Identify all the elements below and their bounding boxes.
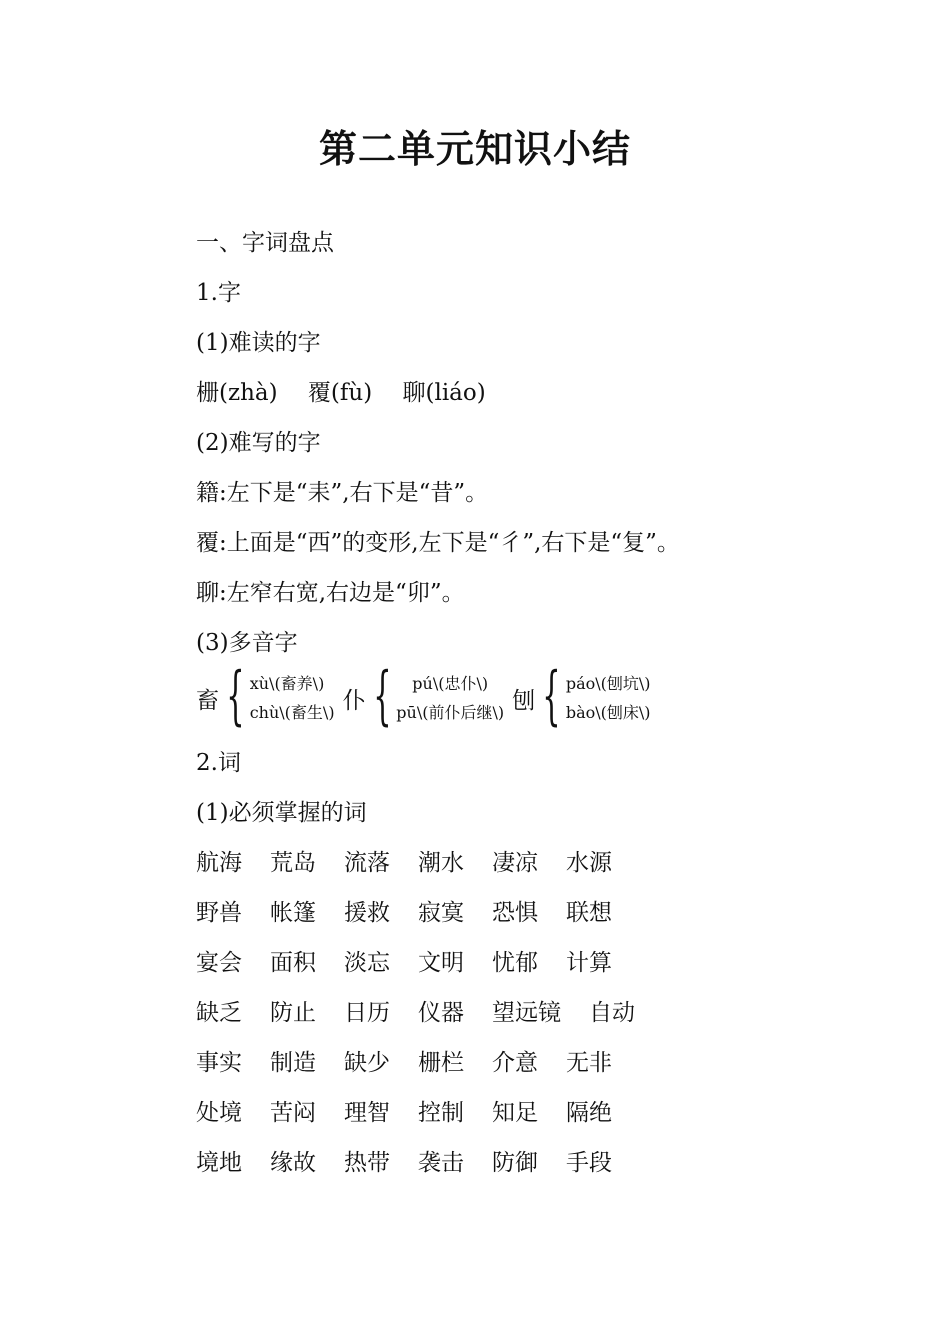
- word: 境地: [196, 1150, 242, 1176]
- word: 事实: [196, 1050, 242, 1076]
- word: 仪器: [418, 1000, 464, 1026]
- word: 无非: [566, 1050, 612, 1076]
- polyphone-group: [512, 659, 651, 733]
- brace-glyph: {: [542, 659, 561, 733]
- writing-note: 籍:左下是“耒”,右下是“昔”。: [196, 480, 489, 506]
- polyphone-group: [196, 659, 335, 733]
- word: 恐惧: [492, 900, 538, 926]
- sub-heading-must-master: (1)必须掌握的词: [196, 800, 367, 826]
- writing-note: 覆:上面是“西”的变形,左下是“彳”,右下是“复”。: [196, 530, 680, 556]
- word: 控制: [418, 1100, 464, 1126]
- word-row: [196, 1088, 916, 1138]
- sub-heading-characters: 1.字: [196, 280, 241, 306]
- sub-heading-hard-to-write: (2)难写的字: [196, 430, 321, 456]
- word: 潮水: [418, 850, 464, 876]
- word: 防御: [492, 1150, 538, 1176]
- writing-note: 聊:左窄右宽,右边是“卯”。: [196, 580, 465, 606]
- hard-to-read-list: 栅(zhà) 覆(fù) 聊(liáo): [196, 380, 486, 406]
- polyphone-readings: [396, 669, 504, 727]
- word: 理智: [344, 1100, 390, 1126]
- sub-heading-hard-to-read: (1)难读的字: [196, 330, 321, 356]
- word: 热带: [344, 1150, 390, 1176]
- reading: chù\(畜生\): [249, 703, 335, 722]
- word: 航海: [196, 850, 242, 876]
- word: 缺少: [344, 1050, 390, 1076]
- brace-glyph: {: [372, 659, 392, 733]
- word: 日历: [344, 1000, 390, 1026]
- reading: xù\(畜养\): [249, 674, 325, 693]
- page-title: 第二单元知识小结: [318, 126, 631, 171]
- word: 缘故: [270, 1150, 316, 1176]
- word: 袭击: [418, 1150, 464, 1176]
- polyphone-char: 仆: [342, 687, 366, 714]
- word: 水源: [566, 850, 612, 876]
- word: 处境: [196, 1100, 242, 1126]
- word: 联想: [566, 900, 612, 926]
- polyphone-group: [342, 659, 505, 733]
- word-row: [196, 838, 916, 888]
- word: 面积: [270, 950, 316, 976]
- word: 淡忘: [344, 950, 390, 976]
- word: 帐篷: [270, 900, 316, 926]
- reading: páo\(刨坑\): [565, 674, 651, 693]
- word: 野兽: [196, 900, 242, 926]
- reading: bào\(刨床\): [565, 703, 651, 722]
- sub-heading-polyphones: (3)多音字: [196, 630, 298, 656]
- polyphone-readings: [566, 669, 651, 727]
- brace-glyph: {: [226, 659, 245, 733]
- word: 寂寞: [418, 900, 464, 926]
- section-heading: 一、字词盘点: [196, 230, 334, 256]
- reading: pū\(前仆后继\): [396, 703, 505, 722]
- word: 制造: [270, 1050, 316, 1076]
- word: 缺乏: [196, 1000, 242, 1026]
- document-body: [196, 218, 916, 1188]
- reading: pú\(忠仆\): [412, 674, 489, 693]
- word: 隔绝: [566, 1100, 612, 1126]
- word: 苦闷: [270, 1100, 316, 1126]
- word: 望远镜: [492, 1000, 561, 1026]
- word: 手段: [566, 1150, 612, 1176]
- word: 流落: [344, 850, 390, 876]
- word: 忧郁: [492, 950, 538, 976]
- word: 自动: [589, 1000, 635, 1026]
- word-row: [196, 888, 916, 938]
- word: 文明: [418, 950, 464, 976]
- word: 介意: [492, 1050, 538, 1076]
- word-row: [196, 1038, 916, 1088]
- word-row: [196, 1138, 916, 1188]
- word-row: [196, 938, 916, 988]
- word: 防止: [270, 1000, 316, 1026]
- word-row: [196, 988, 916, 1038]
- word: 宴会: [196, 950, 242, 976]
- sub-heading-words: 2.词: [196, 750, 241, 776]
- word: 知足: [492, 1100, 538, 1126]
- word: 栅栏: [418, 1050, 464, 1076]
- polyphone-char: 刨: [512, 687, 536, 714]
- word: 计算: [566, 950, 612, 976]
- polyphone-readings: [250, 669, 335, 727]
- word: 凄凉: [492, 850, 538, 876]
- polyphone-row: [196, 658, 916, 738]
- word: 荒岛: [270, 850, 316, 876]
- polyphone-char: 畜: [196, 687, 219, 714]
- word: 援救: [344, 900, 390, 926]
